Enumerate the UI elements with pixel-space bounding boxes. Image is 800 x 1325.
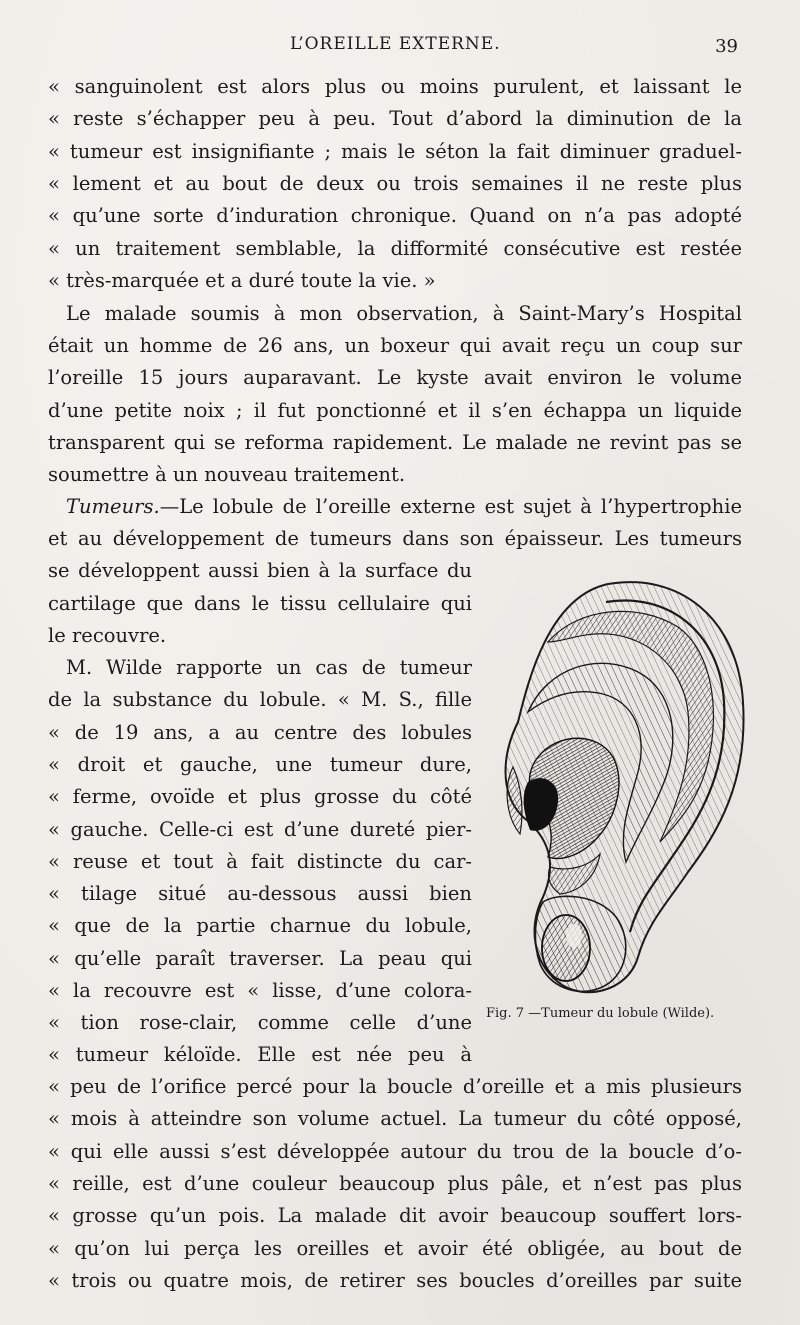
text-line: « reste s’échapper peu à peu. Tout d’abord la diminution de la — [48, 107, 742, 130]
text-line: « trois ou quatre mois, de retirer ses boucles d’oreilles par suite — [48, 1269, 742, 1292]
text-line: « tumeur kéloïde. Elle est née peu à — [48, 1043, 472, 1066]
text-line: « qu’on lui perça les oreilles et avoir été obligée, au bout de — [48, 1237, 742, 1260]
text-line: « tumeur est insignifiante ; mais le séton la fait diminuer graduel- — [48, 140, 742, 163]
text-line: Le malade soumis à mon observation, à Saint-Mary’s Hospital — [66, 302, 742, 325]
text-line: « très-marquée et a duré toute la vie. » — [48, 269, 436, 292]
text-line: « mois à atteindre son volume actuel. La tumeur du côté opposé, — [48, 1107, 742, 1130]
text-line: d’une petite noix ; il fut ponctionné et il s’en échappa un liquide — [48, 399, 742, 422]
ear-illustration — [488, 572, 758, 1002]
text-line: « qu’une sorte d’induration chronique. Quand on n’a pas adopté — [48, 204, 742, 227]
text-line: soumettre à un nouveau traitement. — [48, 463, 406, 486]
running-head — [0, 34, 800, 62]
text-line: se développent aussi bien à la surface du — [48, 559, 472, 582]
text-line: « grosse qu’un pois. La malade dit avoir beaucoup souffert lors- — [48, 1204, 742, 1227]
running-title: L’OREILLE EXTERNE. — [290, 34, 501, 54]
page-number: 39 — [715, 36, 738, 57]
text-line: l’oreille 15 jours auparavant. Le kyste avait environ le volume — [48, 366, 742, 389]
text-line: « sanguinolent est alors plus ou moins purulent, et laissant le — [48, 75, 742, 98]
text-line: « reille, est d’une couleur beaucoup plus pâle, et n’est pas plus — [48, 1172, 742, 1195]
text-line: « gauche. Celle-ci est d’une dureté pier- — [48, 818, 472, 841]
text-line: —Le lobule de l’oreille externe est sujet à l’hypertrophie — [159, 495, 742, 518]
figure-caption: Fig. 7 —Tumeur du lobule (Wilde). — [486, 1006, 715, 1021]
text-line: cartilage que dans le tissu cellulaire qui — [48, 592, 472, 615]
text-line: « la recouvre est « lisse, d’une colora- — [48, 979, 472, 1002]
section-heading: Tumeurs. — [66, 495, 160, 518]
text-line: « tilage situé au-dessous aussi bien — [48, 882, 472, 905]
text-line: « tion rose-clair, comme celle d’une — [48, 1011, 472, 1034]
text-line: « reuse et tout à fait distincte du car- — [48, 850, 472, 873]
text-line: « qu’elle paraît traverser. La peau qui — [48, 947, 472, 970]
text-line: « que de la partie charnue du lobule, — [48, 914, 472, 937]
text-line: était un homme de 26 ans, un boxeur qui avait reçu un coup sur — [48, 334, 742, 357]
text-line: M. Wilde rapporte un cas de tumeur — [66, 656, 472, 679]
text-line: le recouvre. — [48, 624, 167, 647]
text-line: « droit et gauche, une tumeur dure, — [48, 753, 472, 776]
text-line: « un traitement semblable, la difformité consécutive est restée — [48, 237, 742, 260]
text-line: « peu de l’orifice percé pour la boucle d’oreille et a mis plusieurs — [48, 1075, 742, 1098]
text-line: « lement et au bout de deux ou trois semaines il ne reste plus — [48, 172, 742, 195]
ear-engraving-figure — [488, 572, 758, 1002]
text-line: de la substance du lobule. « M. S., fille — [48, 688, 472, 711]
text-line: « qui elle aussi s’est développée autour du trou de la boucle d’o- — [48, 1140, 742, 1163]
text-line: transparent qui se reforma rapidement. Le malade ne revint pas se — [48, 431, 742, 454]
text-line: et au développement de tumeurs dans son épaisseur. Les tumeurs — [48, 527, 742, 550]
section-line — [48, 492, 742, 522]
text-line: « de 19 ans, a au centre des lobules — [48, 721, 472, 744]
text-line: « ferme, ovoïde et plus grosse du côté — [48, 785, 472, 808]
